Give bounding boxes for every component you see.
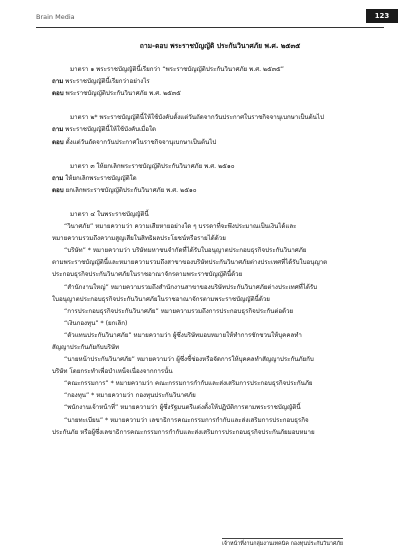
spacer <box>52 100 388 112</box>
brand-label: Brain Media <box>36 13 75 21</box>
question-line <box>52 124 388 136</box>
document-body <box>52 40 388 439</box>
answer-line <box>52 185 388 197</box>
definition-line: ตามพระราชบัญญัตินี้และหมายความรวมถึงสาขาของบริษัทประกันวินาศภัยต่างประเทศที่ได้รับใบอนุญาต <box>52 259 328 267</box>
definition-line: “การประกอบธุรกิจประกันวินาศภัย” หมายความรวมถึงการประกอบธุรกิจประกันต่อด้วย <box>64 307 294 315</box>
definition-line: หมายความรวมถึงความสูญเสียในสิทธิผลประโยชน์หรือรายได้ด้วย <box>52 235 226 243</box>
definition-line: “พนักงานเจ้าหน้าที่” หมายความว่า ผู้ซึ่งรัฐมนตรีแต่งตั้งให้ปฏิบัติการตามพระราชบัญญัตินี้ <box>64 404 301 412</box>
spacer <box>52 149 388 161</box>
header-divider <box>36 27 384 28</box>
definition-line: “กองทุน” * หมายความว่า กองทุนประกันวินาศภัย <box>64 392 196 400</box>
answer-line <box>52 88 388 100</box>
section-intro: มาตรา ๒* พระราชบัญญัตินี้ให้ใช้บังคับตั้งแต่วันถัดจากวันประกาศในราชกิจจานุเบกษาเป็นต้นไป <box>70 114 324 122</box>
definition-line: “นายหน้าประกันวินาศภัย” หมายความว่า ผู้ซึ่งชี้ช่องหรือจัดการให้บุคคลทำสัญญาประกันภัยกับ <box>64 356 314 364</box>
definition-line: ประกอบธุรกิจประกันวินาศภัยในราชอาณาจักรตามพระราชบัญญัตินี้ด้วย <box>52 271 243 279</box>
question-text: พระราชบัญญัตินี้ให้ใช้บังคับเมื่อใด <box>65 126 157 134</box>
definition-line: บริษัท โดยกระทำเพื่อบำเหน็จเนื่องจากการนั้น <box>52 368 173 376</box>
definitions-list <box>52 221 388 439</box>
definition-line: “สำนักงานใหญ่” หมายความรวมถึงสำนักงานสาขาของบริษัทประกันวินาศภัยต่างประเทศที่ได้รับ <box>64 283 318 291</box>
section-3 <box>52 161 388 197</box>
definition-line: “นายทะเบียน” * หมายความว่า เลขาธิการคณะกรรมการกำกับและส่งเสริมการประกอบธุรกิจ <box>64 416 309 424</box>
answer-label: ตอบ <box>52 138 64 146</box>
answer-text: พระราชบัญญัติประกันวินาศภัย พ.ศ. ๒๕๓๕ <box>65 90 181 98</box>
answer-line <box>52 137 388 149</box>
question-label: ถาม <box>52 174 64 182</box>
definition-line: ใบอนุญาตประกอบธุรกิจประกันวินาศภัยในราชอาณาจักรตามพระราชบัญญัตินี้ด้วย <box>52 295 270 303</box>
section-2 <box>52 112 388 148</box>
page-header <box>0 0 420 26</box>
definition-line: “คณะกรรมการ” * หมายความว่า คณะกรรมการกำกับและส่งเสริมการประกอบธุรกิจประกันภัย <box>64 380 313 388</box>
answer-text: ยกเลิกพระราชบัญญัติประกันวินาศภัย พ.ศ. ๒๕๑๐ <box>65 186 197 194</box>
section-intro: มาตรา ๓ ให้ยกเลิกพระราชบัญญัติประกันวินาศภัย พ.ศ. ๒๕๑๐ <box>70 162 235 170</box>
page-footer: เจ้าหน้าที่งานกลุ่มงานเทคนิค กองทุนประกันวินาศภัย <box>222 538 343 548</box>
definition-line: “เงินกองทุน” * (ยกเลิก) <box>64 319 128 327</box>
section-heading: มาตรา ๔ ในพระราชบัญญัตินี้ <box>70 210 149 218</box>
answer-label: ตอบ <box>52 90 64 98</box>
page-number-badge: 123 <box>366 9 398 23</box>
definition-line: สัญญาประกันภัยกับบริษัท <box>52 343 120 351</box>
definition-line: “บริษัท” * หมายความว่า บริษัทมหาชนจำกัดที่ได้รับใบอนุญาตประกอบธุรกิจประกันวินาศภัย <box>64 247 307 255</box>
spacer <box>52 197 388 209</box>
definition-line: “ตัวแทนประกันวินาศภัย” หมายความว่า ผู้ซึ่งบริษัทมอบหมายให้ทำการชักชวนให้บุคคลทำ <box>64 331 302 339</box>
question-text: พระราชบัญญัตินี้เรียกว่าอย่างไร <box>65 78 150 86</box>
definition-line: ประกันภัย หรือผู้ซึ่งเลขาธิการคณะกรรมการกำกับและส่งเสริมการประกอบธุรกิจประกันภัยมอบหมาย <box>52 428 315 436</box>
section-4 <box>52 209 388 439</box>
section-intro: มาตรา ๑ พระราชบัญญัตินี้เรียกว่า “พระราชบัญญัติประกันวินาศภัย พ.ศ. ๒๕๓๕” <box>70 66 284 74</box>
page-title: ถาม-ตอบ พระราชบัญญัติ ประกันวินาศภัย พ.ศ. ๒๕๓๕ <box>139 42 301 50</box>
question-label: ถาม <box>52 126 64 134</box>
question-line <box>52 76 388 88</box>
question-label: ถาม <box>52 78 64 86</box>
question-line <box>52 173 388 185</box>
question-text: ให้ยกเลิกพระราชบัญญัติใด <box>65 174 137 182</box>
answer-text: ตั้งแต่วันถัดจากวันประกาศในราชกิจจานุเบกษาเป็นต้นไป <box>65 138 217 146</box>
answer-label: ตอบ <box>52 186 64 194</box>
definition-line: “วินาศภัย” หมายความว่า ความเสียหายอย่างใด ๆ บรรดาที่จะพึงประมาณเป็นเงินได้และ <box>64 223 297 231</box>
section-1 <box>52 64 388 100</box>
